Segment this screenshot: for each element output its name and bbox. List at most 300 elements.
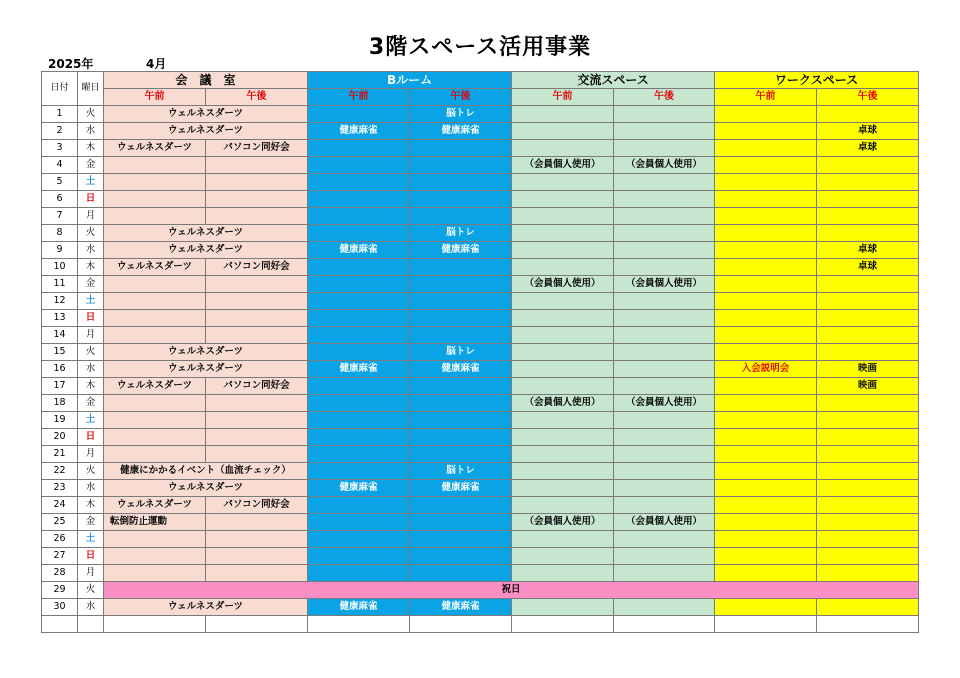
schedule-cell: [512, 378, 614, 395]
event-cell: 映画: [817, 361, 919, 378]
schedule-cell: [206, 395, 308, 412]
schedule-cell: [104, 412, 206, 429]
schedule-cell: [410, 429, 512, 446]
schedule-cell: [512, 208, 614, 225]
schedule-cell: [715, 140, 817, 157]
empty-cell: [104, 616, 206, 633]
event-cell: 転倒防止運動: [104, 514, 206, 531]
schedule-cell: [817, 327, 919, 344]
schedule-cell: [104, 310, 206, 327]
weekday-cell: 土: [78, 174, 104, 191]
schedule-cell: [614, 327, 715, 344]
weekday-cell: 火: [78, 344, 104, 361]
schedule-cell: [512, 225, 614, 242]
schedule-cell: [206, 276, 308, 293]
schedule-cell: [614, 378, 715, 395]
event-cell: ウェルネスダーツ: [104, 497, 206, 514]
table-row: [42, 480, 919, 497]
table-row: [42, 378, 919, 395]
schedule-cell: [817, 463, 919, 480]
weekday-cell: 水: [78, 361, 104, 378]
schedule-cell: [715, 378, 817, 395]
schedule-cell: [512, 242, 614, 259]
schedule-cell: [715, 412, 817, 429]
schedule-cell: [715, 480, 817, 497]
weekday-cell: 日: [78, 548, 104, 565]
schedule-cell: [308, 446, 410, 463]
weekday-cell: 金: [78, 276, 104, 293]
schedule-cell: [308, 174, 410, 191]
table-row: [42, 565, 919, 582]
table-row: [42, 361, 919, 378]
section-conference-room: 会 議 室: [104, 72, 308, 89]
date-cell: 25: [42, 514, 78, 531]
pm-header: 午後: [410, 89, 512, 106]
section-b-room: Bルーム: [308, 72, 512, 89]
schedule-cell: [206, 412, 308, 429]
table-row: [42, 310, 919, 327]
event-cell: （会員個人使用）: [512, 395, 614, 412]
schedule-cell: [614, 174, 715, 191]
weekday-cell: 土: [78, 531, 104, 548]
schedule-cell: [206, 293, 308, 310]
event-cell: 健康麻雀: [308, 123, 410, 140]
date-cell: 10: [42, 259, 78, 276]
schedule-cell: [104, 446, 206, 463]
weekday-cell: 火: [78, 106, 104, 123]
weekday-cell: 月: [78, 327, 104, 344]
weekday-cell: 木: [78, 140, 104, 157]
schedule-cell: [308, 310, 410, 327]
empty-cell: [512, 616, 614, 633]
schedule-cell: [512, 344, 614, 361]
schedule-cell: [614, 123, 715, 140]
schedule-cell: [817, 106, 919, 123]
schedule-cell: [512, 599, 614, 616]
empty-cell: [715, 616, 817, 633]
event-cell: （会員個人使用）: [512, 276, 614, 293]
schedule-cell: [410, 395, 512, 412]
event-cell: ウェルネスダーツ: [104, 106, 308, 123]
schedule-cell: [308, 191, 410, 208]
date-cell: 29: [42, 582, 78, 599]
event-cell: 脳トレ: [410, 344, 512, 361]
schedule-cell: [715, 548, 817, 565]
schedule-cell: [817, 429, 919, 446]
month-label: 4月: [146, 57, 167, 71]
event-cell: ウェルネスダーツ: [104, 225, 308, 242]
schedule-cell: [410, 191, 512, 208]
date-cell: 6: [42, 191, 78, 208]
schedule-cell: [614, 548, 715, 565]
schedule-cell: [817, 412, 919, 429]
event-cell: ウェルネスダーツ: [104, 123, 308, 140]
am-header: 午前: [104, 89, 206, 106]
event-cell: （会員個人使用）: [614, 276, 715, 293]
schedule-cell: [817, 531, 919, 548]
schedule-cell: [512, 429, 614, 446]
schedule-cell: [715, 429, 817, 446]
weekday-cell: 火: [78, 582, 104, 599]
event-cell: パソコン同好会: [206, 259, 308, 276]
schedule-cell: [817, 174, 919, 191]
date-cell: 22: [42, 463, 78, 480]
schedule-cell: [512, 106, 614, 123]
schedule-cell: [104, 429, 206, 446]
schedule-cell: [715, 565, 817, 582]
schedule-cell: [512, 361, 614, 378]
weekday-cell: 水: [78, 123, 104, 140]
event-cell: 脳トレ: [410, 225, 512, 242]
schedule-cell: [715, 293, 817, 310]
schedule-cell: [614, 480, 715, 497]
table-row: [42, 616, 919, 633]
event-cell: ウェルネスダーツ: [104, 242, 308, 259]
table-row: [42, 327, 919, 344]
schedule-cell: [308, 276, 410, 293]
weekday-cell: 金: [78, 395, 104, 412]
date-cell: 1: [42, 106, 78, 123]
schedule-cell: [715, 106, 817, 123]
schedule-cell: [410, 208, 512, 225]
weekday-cell: 日: [78, 429, 104, 446]
date-cell: 17: [42, 378, 78, 395]
weekday-cell: 木: [78, 259, 104, 276]
schedule-cell: [817, 514, 919, 531]
schedule-cell: [308, 497, 410, 514]
schedule-cell: [308, 293, 410, 310]
event-cell: ウェルネスダーツ: [104, 378, 206, 395]
empty-cell: [410, 616, 512, 633]
schedule-cell: [512, 327, 614, 344]
schedule-cell: [410, 565, 512, 582]
schedule-cell: [715, 259, 817, 276]
date-cell: 5: [42, 174, 78, 191]
table-row: [42, 157, 919, 174]
event-cell: 卓球: [817, 140, 919, 157]
schedule-cell: [410, 174, 512, 191]
schedule-cell: [410, 378, 512, 395]
schedule-cell: [614, 293, 715, 310]
schedule-cell: [614, 446, 715, 463]
weekday-cell: 水: [78, 480, 104, 497]
am-header: 午前: [308, 89, 410, 106]
schedule-cell: [206, 565, 308, 582]
table-row: [42, 412, 919, 429]
schedule-cell: [410, 259, 512, 276]
schedule-cell: [308, 157, 410, 174]
schedule-cell: [614, 259, 715, 276]
schedule-cell: [715, 310, 817, 327]
event-cell: （会員個人使用）: [614, 514, 715, 531]
schedule-cell: [715, 157, 817, 174]
am-header: 午前: [512, 89, 614, 106]
date-cell: 24: [42, 497, 78, 514]
schedule-table: [41, 71, 919, 633]
schedule-cell: [715, 514, 817, 531]
schedule-cell: [614, 412, 715, 429]
empty-cell: [614, 616, 715, 633]
date-cell: 2: [42, 123, 78, 140]
event-cell: 健康麻雀: [410, 123, 512, 140]
table-row: [42, 531, 919, 548]
schedule-cell: [410, 514, 512, 531]
weekday-cell: 土: [78, 412, 104, 429]
event-cell: 卓球: [817, 123, 919, 140]
schedule-cell: [512, 531, 614, 548]
event-cell: （会員個人使用）: [512, 157, 614, 174]
schedule-cell: [410, 276, 512, 293]
schedule-cell: [512, 480, 614, 497]
event-cell: ウェルネスダーツ: [104, 599, 308, 616]
date-cell: 23: [42, 480, 78, 497]
weekday-cell: 日: [78, 191, 104, 208]
date-cell: [42, 616, 78, 633]
schedule-cell: [512, 497, 614, 514]
weekday-header: 曜日: [78, 72, 104, 106]
schedule-cell: [206, 514, 308, 531]
section-workspace: ワークスペース: [715, 72, 919, 89]
schedule-cell: [512, 259, 614, 276]
schedule-cell: [614, 599, 715, 616]
weekday-cell: 土: [78, 293, 104, 310]
schedule-cell: [104, 327, 206, 344]
schedule-cell: [817, 548, 919, 565]
schedule-cell: [104, 276, 206, 293]
date-cell: 16: [42, 361, 78, 378]
table-row: [42, 123, 919, 140]
schedule-cell: [104, 174, 206, 191]
weekday-cell: 月: [78, 208, 104, 225]
schedule-cell: [715, 276, 817, 293]
table-row: [42, 463, 919, 480]
event-cell: パソコン同好会: [206, 497, 308, 514]
schedule-cell: [614, 429, 715, 446]
schedule-cell: [206, 157, 308, 174]
schedule-cell: [512, 310, 614, 327]
am-header: 午前: [715, 89, 817, 106]
date-cell: 19: [42, 412, 78, 429]
schedule-cell: [817, 310, 919, 327]
schedule-cell: [614, 242, 715, 259]
date-cell: 28: [42, 565, 78, 582]
schedule-cell: [817, 157, 919, 174]
schedule-cell: [308, 225, 410, 242]
schedule-cell: [614, 208, 715, 225]
schedule-cell: [512, 293, 614, 310]
table-row: [42, 548, 919, 565]
schedule-cell: [614, 361, 715, 378]
date-cell: 7: [42, 208, 78, 225]
page-title: 3階スペース活用事業: [368, 35, 592, 60]
weekday-cell: 火: [78, 463, 104, 480]
schedule-cell: [206, 531, 308, 548]
table-row: [42, 395, 919, 412]
schedule-cell: [817, 225, 919, 242]
event-cell: 健康麻雀: [308, 242, 410, 259]
schedule-cell: [614, 310, 715, 327]
table-row: [42, 208, 919, 225]
event-cell: 卓球: [817, 259, 919, 276]
date-cell: 4: [42, 157, 78, 174]
date-cell: 27: [42, 548, 78, 565]
schedule-cell: [614, 106, 715, 123]
schedule-cell: [104, 191, 206, 208]
schedule-cell: [410, 412, 512, 429]
weekday-cell: [78, 616, 104, 633]
schedule-cell: [410, 293, 512, 310]
schedule-cell: [512, 565, 614, 582]
empty-cell: [817, 616, 919, 633]
schedule-cell: [308, 565, 410, 582]
table-row: [42, 191, 919, 208]
event-cell: 健康麻雀: [410, 480, 512, 497]
schedule-cell: [206, 174, 308, 191]
table-row: [42, 446, 919, 463]
schedule-cell: [104, 208, 206, 225]
schedule-cell: [614, 344, 715, 361]
date-cell: 21: [42, 446, 78, 463]
schedule-cell: [308, 395, 410, 412]
event-cell: 映画: [817, 378, 919, 395]
schedule-cell: [512, 446, 614, 463]
schedule-cell: [206, 191, 308, 208]
schedule-cell: [614, 191, 715, 208]
schedule-cell: [817, 276, 919, 293]
year-label: 2025年: [48, 57, 94, 71]
schedule-cell: [512, 191, 614, 208]
schedule-cell: [206, 548, 308, 565]
table-row: [42, 599, 919, 616]
schedule-cell: [206, 310, 308, 327]
schedule-cell: [817, 191, 919, 208]
schedule-cell: [410, 548, 512, 565]
schedule-cell: [308, 378, 410, 395]
table-row: [42, 497, 919, 514]
schedule-cell: [715, 599, 817, 616]
schedule-cell: [410, 497, 512, 514]
schedule-cell: [308, 548, 410, 565]
schedule-cell: [512, 412, 614, 429]
schedule-cell: [308, 140, 410, 157]
schedule-cell: [817, 344, 919, 361]
weekday-cell: 金: [78, 157, 104, 174]
weekday-cell: 月: [78, 565, 104, 582]
schedule-cell: [715, 497, 817, 514]
schedule-cell: [817, 599, 919, 616]
event-cell: 入会説明会: [715, 361, 817, 378]
table-row: [42, 429, 919, 446]
date-cell: 30: [42, 599, 78, 616]
date-cell: 26: [42, 531, 78, 548]
table-row: [42, 242, 919, 259]
schedule-cell: [715, 225, 817, 242]
schedule-cell: [512, 123, 614, 140]
event-cell: パソコン同好会: [206, 140, 308, 157]
schedule-cell: [308, 412, 410, 429]
event-cell: 卓球: [817, 242, 919, 259]
schedule-cell: [104, 395, 206, 412]
schedule-cell: [308, 327, 410, 344]
schedule-cell: [308, 514, 410, 531]
schedule-cell: [410, 327, 512, 344]
date-cell: 3: [42, 140, 78, 157]
date-cell: 11: [42, 276, 78, 293]
event-cell: （会員個人使用）: [512, 514, 614, 531]
pm-header: 午後: [206, 89, 308, 106]
schedule-cell: [715, 123, 817, 140]
schedule-cell: [715, 446, 817, 463]
schedule-cell: [512, 140, 614, 157]
event-cell: ウェルネスダーツ: [104, 344, 308, 361]
event-cell: パソコン同好会: [206, 378, 308, 395]
event-cell: ウェルネスダーツ: [104, 140, 206, 157]
event-cell: 健康麻雀: [410, 361, 512, 378]
schedule-cell: [308, 259, 410, 276]
date-cell: 14: [42, 327, 78, 344]
schedule-cell: [715, 531, 817, 548]
event-cell: ウェルネスダーツ: [104, 259, 206, 276]
schedule-cell: [817, 293, 919, 310]
empty-cell: [206, 616, 308, 633]
schedule-cell: [410, 446, 512, 463]
event-cell: 健康麻雀: [308, 361, 410, 378]
table-row: [42, 582, 919, 599]
schedule-cell: [817, 395, 919, 412]
date-cell: 9: [42, 242, 78, 259]
schedule-cell: [614, 565, 715, 582]
schedule-cell: [206, 208, 308, 225]
date-cell: 15: [42, 344, 78, 361]
schedule-cell: [104, 157, 206, 174]
schedule-cell: [308, 208, 410, 225]
date-header: 日付: [42, 72, 78, 106]
date-cell: 20: [42, 429, 78, 446]
schedule-cell: [308, 429, 410, 446]
date-cell: 12: [42, 293, 78, 310]
schedule-cell: [614, 225, 715, 242]
event-cell: 健康にかかるイベント（血流チェック）: [104, 463, 308, 480]
schedule-cell: [308, 463, 410, 480]
event-cell: （会員個人使用）: [614, 395, 715, 412]
schedule-cell: [817, 480, 919, 497]
schedule-cell: [817, 565, 919, 582]
schedule-cell: [715, 463, 817, 480]
schedule-cell: [614, 463, 715, 480]
schedule-cell: [512, 548, 614, 565]
schedule-cell: [614, 497, 715, 514]
schedule-cell: [715, 344, 817, 361]
schedule-cell: [308, 106, 410, 123]
table-row: [42, 344, 919, 361]
weekday-cell: 日: [78, 310, 104, 327]
holiday-cell: 祝日: [104, 582, 919, 599]
weekday-cell: 木: [78, 497, 104, 514]
schedule-cell: [206, 327, 308, 344]
table-row: [42, 259, 919, 276]
pm-header: 午後: [614, 89, 715, 106]
schedule-cell: [410, 310, 512, 327]
schedule-cell: [410, 531, 512, 548]
schedule-cell: [817, 497, 919, 514]
schedule-cell: [206, 429, 308, 446]
weekday-cell: 金: [78, 514, 104, 531]
schedule-cell: [715, 395, 817, 412]
date-cell: 8: [42, 225, 78, 242]
schedule-cell: [715, 208, 817, 225]
event-cell: 健康麻雀: [410, 242, 512, 259]
schedule-cell: [614, 140, 715, 157]
